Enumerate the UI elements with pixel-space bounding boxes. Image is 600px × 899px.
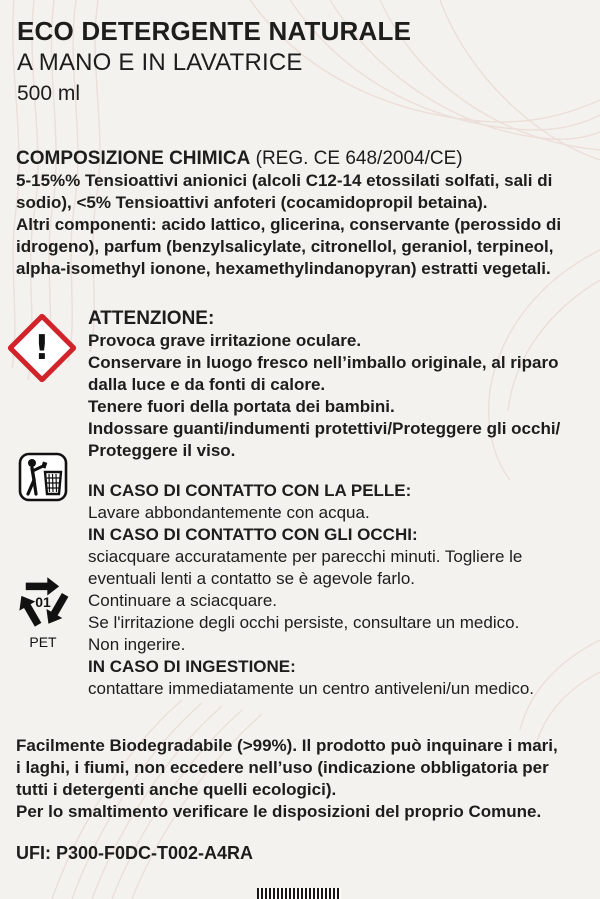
warning-heading: ATTENZIONE:: [88, 308, 215, 329]
composition-body: [16, 170, 561, 280]
text-line: Per lo smaltimento verificare le disposizioni del proprio Comune.: [16, 802, 542, 821]
first-aid-body: [88, 480, 534, 700]
warning-section: [88, 308, 560, 462]
ufi-code: UFI: P300-F0DC-T002-A4RA: [16, 843, 254, 863]
text-line: i laghi, i fiumi, non eccedere nell’uso (indicazione obbligatoria per: [16, 758, 549, 777]
text-line: dalla luce e da fonti di calore.: [88, 375, 326, 394]
recycling-mark: [12, 574, 74, 650]
warning-body: [88, 330, 560, 462]
text-line: eventuali lenti a contatto se è agevole farlo.: [88, 569, 415, 588]
product-subtitle: A MANO E IN LAVATRICE: [17, 49, 303, 76]
product-title: ECO DETERGENTE NATURALE: [17, 16, 412, 46]
composition-section: [16, 148, 561, 280]
eco-note-body: [16, 735, 558, 823]
product-volume: 500 ml: [17, 82, 81, 105]
text-line: IN CASO DI CONTATTO CON GLI OCCHI:: [88, 525, 418, 544]
tidyman-dispose-icon: [18, 452, 68, 502]
recycling-mobius-loop-icon: [17, 574, 69, 630]
text-line: Facilmente Biodegradabile (>99%). Il prodotto può inquinare i mari,: [16, 736, 558, 755]
text-line: IN CASO DI CONTATTO CON LA PELLE:: [88, 481, 412, 500]
text-line: 5-15%% Tensioattivi anionici (alcoli C12-14 etossilati solfati, sali di: [16, 171, 553, 190]
composition-heading: [16, 148, 561, 170]
text-line: Indossare guanti/indumenti protettivi/Proteggere gli occhi/: [88, 419, 561, 438]
text-line: Proteggere il viso.: [88, 441, 236, 460]
eco-note-section: [16, 735, 558, 823]
exclamation-mark-icon: !: [34, 327, 50, 368]
barcode: [257, 888, 341, 899]
text-line: Altri componenti: acido lattico, glicerina, conservante (perossido di: [16, 215, 562, 234]
text-line: IN CASO DI INGESTIONE:: [88, 657, 296, 676]
text-line: Se l'irritazione degli occhi persiste, consultare un medico.: [88, 613, 520, 632]
text-line: sodio), <5% Tensioattivi anfoteri (cocamidopropil betaina).: [16, 193, 488, 212]
text-line: Tenere fuori della portata dei bambini.: [88, 397, 395, 416]
recycling-code-label: 01: [35, 593, 51, 610]
text-line: Lavare abbondantemente con acqua.: [88, 503, 370, 522]
ghs07-hazard-diamond-icon: [7, 313, 78, 384]
first-aid-section: [88, 480, 534, 700]
text-line: Conservare in luogo fresco nell’imballo originale, al riparo: [88, 353, 559, 372]
text-line: Provoca grave irritazione oculare.: [88, 331, 362, 350]
composition-heading-reg: (REG. CE 648/2004/CE): [250, 148, 463, 169]
composition-heading-bold: COMPOSIZIONE CHIMICA: [16, 148, 251, 169]
title-block: [17, 16, 411, 109]
text-line: tutti i detergenti anche quelli ecologici).: [16, 780, 337, 799]
recycling-material-label: PET: [29, 634, 57, 650]
text-line: alpha-isomethyl ionone, hexamethylindanopyran) estratti vegetali.: [16, 259, 551, 278]
text-line: Non ingerire.: [88, 635, 186, 654]
text-line: contattare immediatamente un centro antiveleni/un medico.: [88, 679, 535, 698]
text-line: Continuare a sciacquare.: [88, 591, 278, 610]
text-line: idrogeno), parfum (benzylsalicylate, citronellol, geraniol, terpineol,: [16, 237, 554, 256]
text-line: sciacquare accuratamente per parecchi minuti. Togliere le: [88, 547, 523, 566]
